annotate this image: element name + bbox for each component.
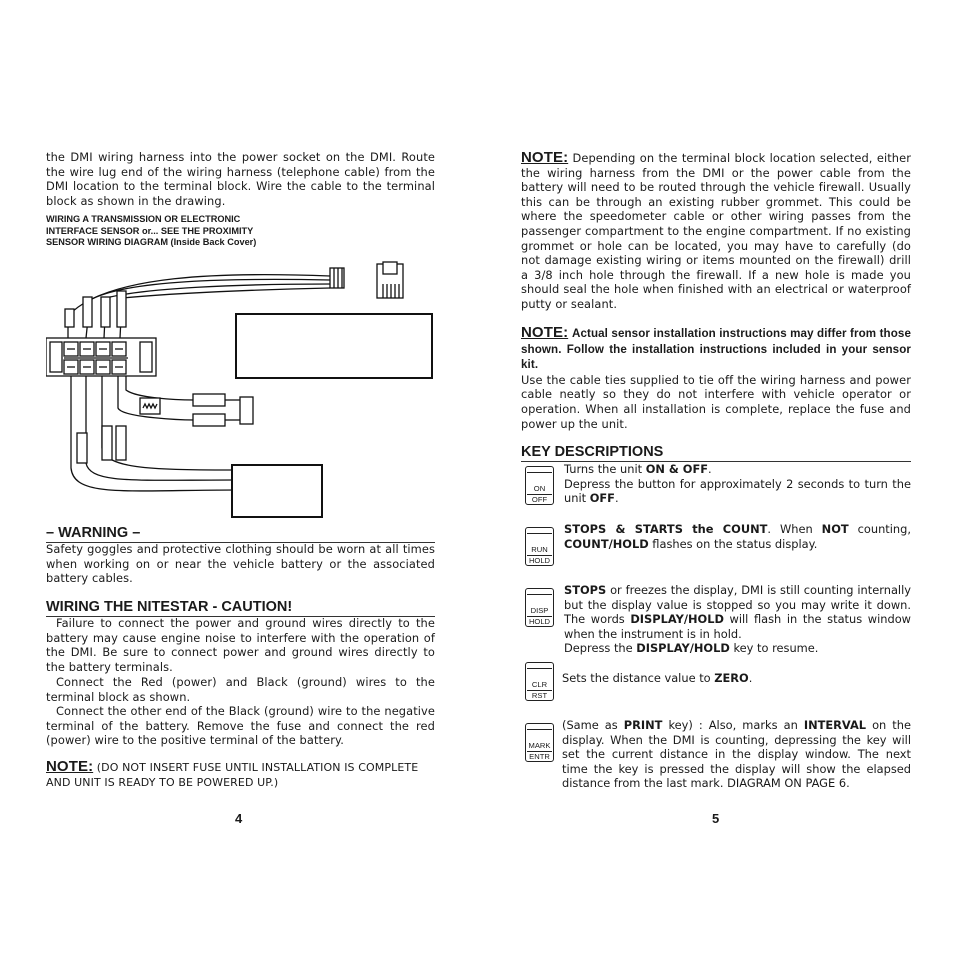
key-top-label: DISP bbox=[530, 606, 549, 615]
key-top-label: MARK bbox=[528, 741, 551, 750]
text-bold: PRINT bbox=[623, 718, 663, 732]
text: (Same as bbox=[562, 718, 624, 732]
caption-line: SENSOR WIRING DIAGRAM (Inside Back Cover) bbox=[46, 237, 257, 248]
fuse-icon bbox=[117, 291, 126, 327]
clr-rst-key-description bbox=[562, 671, 911, 686]
text: . bbox=[614, 491, 619, 506]
intro-paragraph: the DMI wiring harness into the power socket on the DMI. Route the wire lug end of the wiring harness (telephone cable) from the DMI location to the terminal block. Wire the cable to the terminal block as shown in the drawing. bbox=[46, 150, 435, 208]
key-bottom-label: HOLD bbox=[528, 556, 551, 565]
caution-heading: WIRING THE NITESTAR - CAUTION! bbox=[46, 599, 435, 617]
text: key to resume. bbox=[729, 641, 819, 656]
text-bold: ON & OFF bbox=[645, 462, 709, 476]
run-hold-key-icon bbox=[525, 527, 554, 566]
disp-hold-key-icon bbox=[525, 588, 554, 627]
clr-rst-key-icon bbox=[525, 662, 554, 701]
fuse-icon bbox=[101, 297, 110, 327]
text: on the display. When the DMI is counting, depressing the key will set the current distance in the display window. The next time the key is pressed the display will show the elapsed distance from the last mark. DIAGRAM ON PAGE 6. bbox=[562, 718, 911, 791]
text: Depress the button for approximately 2 seconds to turn the unit bbox=[564, 476, 911, 506]
key-top-label: ON bbox=[533, 484, 546, 493]
warning-paragraph: Safety goggles and protective clothing should be worn at all times when working on or near the vehicle battery or the associated battery cables. bbox=[46, 542, 435, 586]
text: Sets the distance value to bbox=[562, 671, 715, 685]
text: . bbox=[708, 462, 712, 476]
text-bold: ZERO bbox=[714, 671, 749, 685]
key-bottom-label: OFF bbox=[531, 495, 548, 504]
text: or freezes the display, DMI is still counting internally but the display value is stopped so you may write it down. The words bbox=[564, 583, 911, 627]
text: will flash in the status window when the instrument is in hold. bbox=[564, 612, 911, 641]
page-number: 4 bbox=[235, 811, 243, 826]
caution-paragraph-1: Failure to connect the power and ground wires directly to the battery may cause engine noise to interfere with the operation of the DMI. Be sure to connect power and ground wires directly to the battery terminals. bbox=[46, 616, 435, 674]
terminal-block bbox=[46, 338, 156, 376]
text-bold: COUNT/HOLD bbox=[564, 536, 649, 551]
text-bold: OFF bbox=[589, 491, 615, 506]
text: Depress the bbox=[564, 641, 637, 656]
note1-text: Depending on the terminal block location selected, either the wiring harness from the DMI or the power cable from the battery will need to be routed through the vehicle firewall. Usually this can be through an existing rubber grommet. This could be where the speedometer cable or other wiring passes from the passenger compartment to the engine compartment. If no existing grommet or hole can be located, you may have to carefully (do not damage existing wiring or items mounted on the firewall) drill a 3/8 inch hole through the firewall. If a new hole is made you should seal the hole when finished with an electrical or waterproof putty or sealant. bbox=[521, 151, 911, 311]
page-number: 5 bbox=[712, 811, 720, 826]
fuse-icon bbox=[102, 426, 112, 460]
key-top-label: CLR bbox=[531, 680, 548, 689]
text-bold: DISPLAY/HOLD bbox=[636, 641, 730, 656]
key-bottom-label: RST bbox=[531, 691, 548, 700]
caption-line: INTERFACE SENSOR or... SEE THE PROXIMITY bbox=[46, 225, 254, 236]
fuse-icon bbox=[65, 309, 74, 327]
text: . bbox=[748, 671, 753, 685]
note2-paragraph bbox=[521, 326, 911, 431]
text-bold: STOPS & STARTS the COUNT bbox=[564, 522, 768, 536]
telephone-plug-icon bbox=[330, 268, 344, 288]
on-off-key-icon bbox=[525, 466, 554, 505]
caution-paragraph-3: Connect the other end of the Black (ground) wire to the negative terminal of the battery. Remove the fuse and connect the red (power) wire to the positive terminal of the battery. bbox=[46, 704, 435, 748]
fuse-icon bbox=[83, 297, 92, 327]
text: flashes on the status display. bbox=[648, 536, 818, 551]
disp-hold-key-description bbox=[564, 583, 911, 656]
caption-line: WIRING A TRANSMISSION OR ELECTRONIC bbox=[46, 214, 241, 224]
sensor-connector-icon bbox=[240, 397, 253, 424]
note2-bold-text: Actual sensor installation instructions may differ from those shown. Follow the installation instructions included in your sensor kit. bbox=[521, 327, 911, 372]
fuse-icon bbox=[77, 433, 87, 463]
note-text: (DO NOT INSERT FUSE UNTIL INSTALLATION IS COMPLETE AND UNIT IS READY TO BE POWERED UP.) bbox=[46, 761, 419, 789]
battery-box bbox=[232, 465, 322, 517]
note1-paragraph bbox=[521, 151, 911, 312]
warning-heading: – WARNING – bbox=[46, 525, 435, 543]
mark-entr-key-description bbox=[562, 718, 911, 791]
phone-jack-icon bbox=[377, 262, 403, 298]
text: key) : Also, marks an bbox=[662, 718, 804, 732]
note-paragraph bbox=[46, 760, 435, 790]
key-bottom-label: HOLD bbox=[528, 617, 551, 626]
mark-entr-key-icon bbox=[525, 723, 554, 762]
text-bold: STOPS bbox=[564, 583, 607, 597]
note-label: NOTE: bbox=[46, 758, 94, 775]
text: . When bbox=[767, 522, 822, 536]
text: Turns the unit bbox=[564, 462, 646, 476]
key-top-label: RUN bbox=[531, 545, 548, 554]
caution-paragraph-2: Connect the Red (power) and Black (ground) wires to the terminal block as shown. bbox=[46, 675, 435, 704]
on-off-key-description bbox=[564, 462, 911, 506]
text-bold: DISPLAY/HOLD bbox=[630, 612, 724, 627]
note2-text: Use the cable ties supplied to tie off the wiring harness and power cable neatly so they do not interfere with vehicle operator or operation. When all installation is complete, replace the fuse and power up the unit. bbox=[521, 372, 911, 431]
fuse-icon bbox=[116, 426, 126, 460]
diagram-caption bbox=[46, 214, 346, 249]
text: counting, bbox=[848, 522, 911, 536]
text-bold: INTERVAL bbox=[803, 718, 867, 732]
run-hold-key-description bbox=[564, 522, 911, 551]
note1-label: NOTE: bbox=[521, 149, 569, 166]
wiring-diagram bbox=[46, 258, 438, 520]
key-bottom-label: ENTR bbox=[529, 752, 550, 761]
text-bold: NOT bbox=[821, 522, 849, 536]
dmi-unit-box bbox=[236, 314, 432, 378]
key-descriptions-heading: KEY DESCRIPTIONS bbox=[521, 444, 911, 462]
note2-label: NOTE: bbox=[521, 324, 569, 341]
